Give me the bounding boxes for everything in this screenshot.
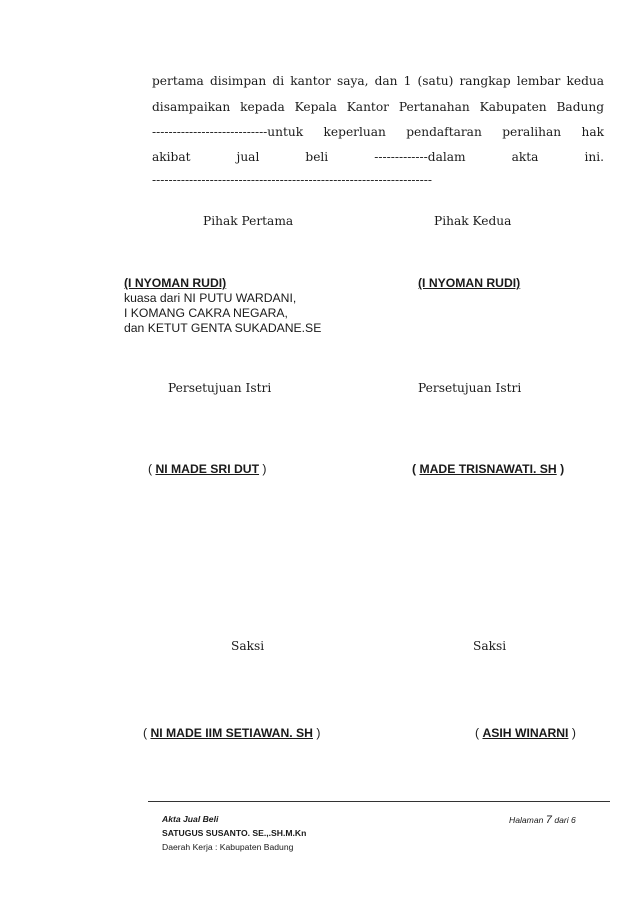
first-party-desc-line: I KOMANG CAKRA NEGARA, bbox=[124, 306, 288, 320]
footer-page-suffix: dari 6 bbox=[554, 815, 576, 825]
first-party-block bbox=[124, 276, 321, 336]
first-witness-signature: ( NI MADE IIM SETIAWAN. SH ) bbox=[143, 726, 321, 740]
footer-notary: SATUGUS SUSANTO. SE.,.SH.M.Kn bbox=[162, 828, 307, 838]
second-consent-label: Persetujuan Istri bbox=[418, 381, 522, 395]
footer-area: Daerah Kerja : Kabupaten Badung bbox=[162, 842, 294, 852]
footer-doc-title: Akta Jual Beli bbox=[162, 814, 219, 824]
first-consent-signature: ( NI MADE SRI DUT ) bbox=[148, 462, 267, 476]
paragraph-line: ----------------------------untuk keperluan pendaftaran peralihan hak bbox=[152, 125, 604, 139]
paragraph-line: -------------------------------------------------------------------- bbox=[152, 173, 433, 187]
second-party-name: (I NYOMAN RUDI) bbox=[418, 276, 521, 290]
footer-divider bbox=[148, 801, 610, 802]
first-consent-label: Persetujuan Istri bbox=[168, 381, 272, 395]
first-party-desc-line: kuasa dari NI PUTU WARDANI, bbox=[124, 291, 297, 305]
first-consent-name: NI MADE SRI DUT bbox=[155, 462, 260, 476]
footer-page-number: 7 bbox=[545, 814, 552, 826]
paragraph-line: akibat jual beli -------------dalam akta ini. bbox=[152, 150, 604, 164]
second-party-block bbox=[418, 276, 520, 290]
first-party-label: Pihak Pertama bbox=[203, 214, 294, 228]
second-witness-label: Saksi bbox=[473, 639, 507, 653]
second-witness-signature: ( ASIH WINARNI ) bbox=[475, 726, 576, 740]
second-witness-name: ASIH WINARNI bbox=[482, 726, 569, 740]
first-witness-label: Saksi bbox=[231, 639, 265, 653]
footer-page-prefix: Halaman bbox=[509, 815, 544, 825]
first-witness-name: NI MADE IIM SETIAWAN. SH bbox=[150, 726, 313, 740]
paragraph-line: disampaikan kepada Kepala Kantor Pertanahan Kabupaten Badung bbox=[152, 100, 604, 114]
paragraph-line: pertama disimpan di kantor saya, dan 1 (satu) rangkap lembar kedua bbox=[152, 74, 604, 88]
second-consent-name: MADE TRISNAWATI. SH bbox=[419, 462, 557, 476]
footer-page-indicator bbox=[509, 814, 576, 826]
first-party-desc-line: dan KETUT GENTA SUKADANE.SE bbox=[124, 321, 322, 335]
second-consent-signature: ( MADE TRISNAWATI. SH ) bbox=[412, 462, 565, 476]
first-party-name: (I NYOMAN RUDI) bbox=[124, 276, 227, 290]
second-party-label: Pihak Kedua bbox=[434, 214, 512, 228]
